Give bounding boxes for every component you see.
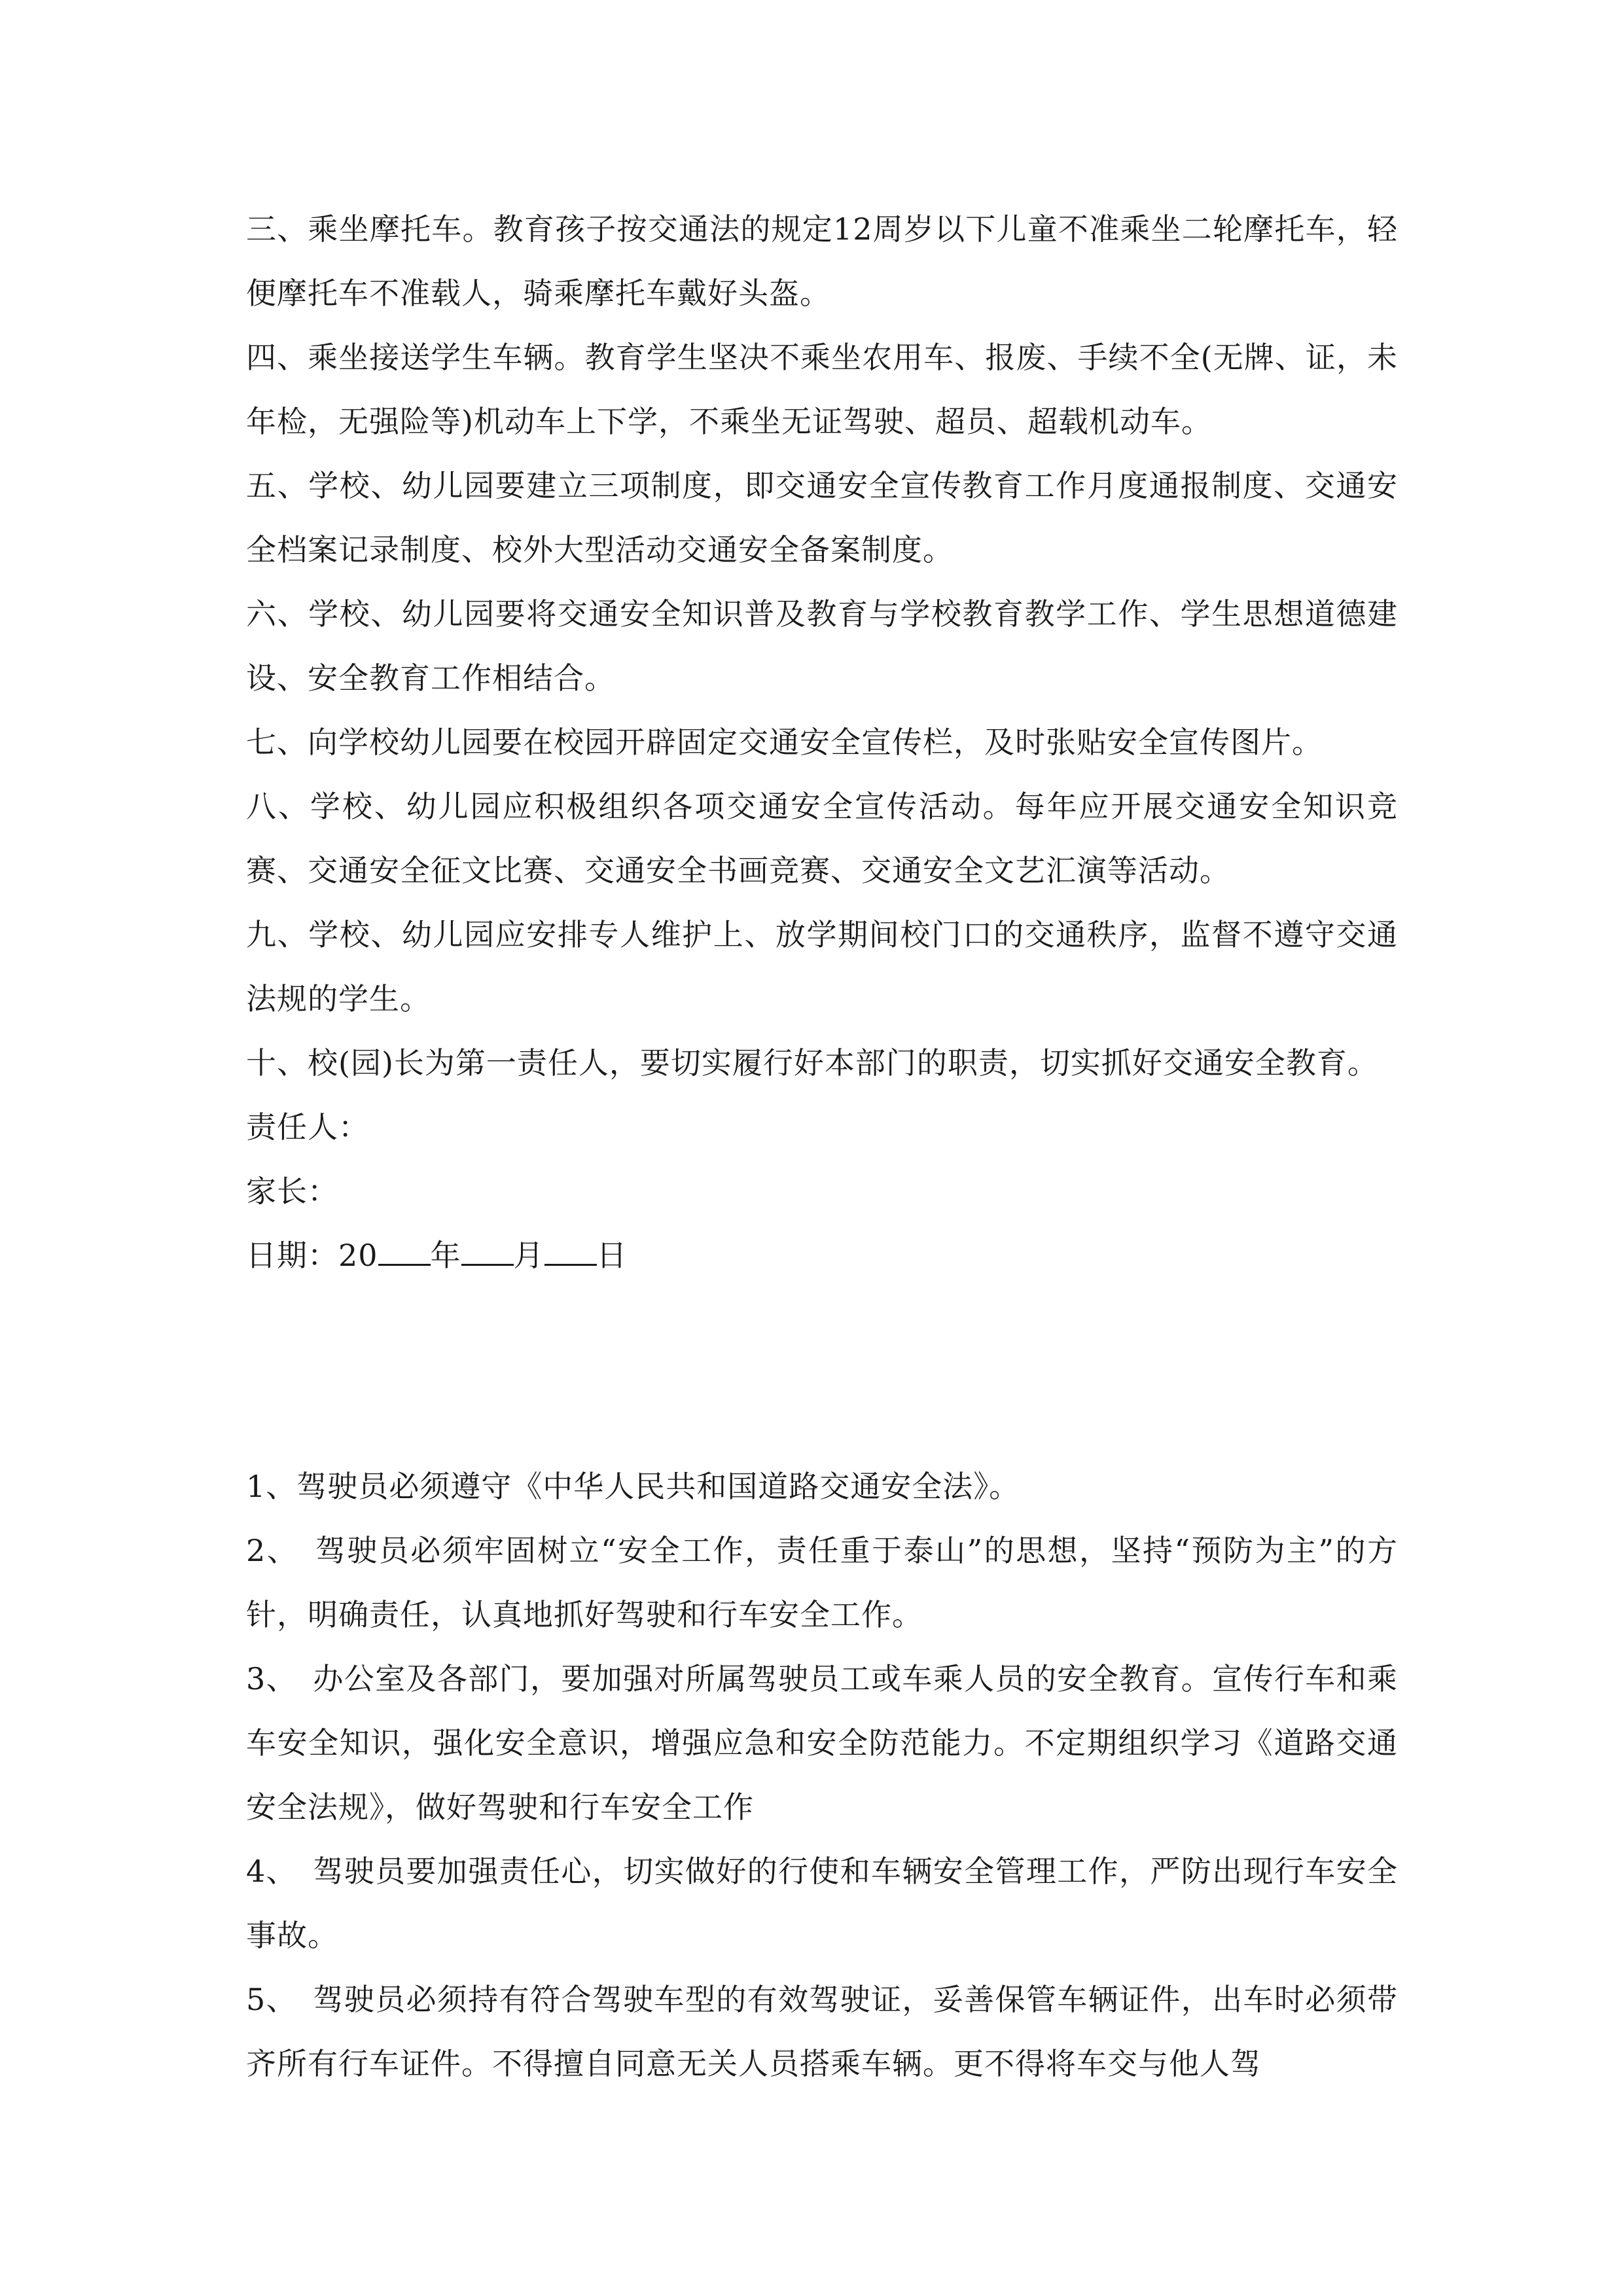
rule-item-4: 4、 驾驶员要加强责任心，切实做好的行使和车辆安全管理工作，严防出现行车安全事故。	[246, 1854, 1398, 1953]
responsible-person-line	[246, 1095, 1398, 1159]
date-label: 日期：	[246, 1238, 338, 1273]
rule-item-2: 2、 驾驶员必须牢固树立“安全工作，责任重于泰山”的思想，坚持“预防为主”的方针，明确责任，认真地抓好驾驶和行车安全工作。	[246, 1533, 1398, 1632]
parent-line	[246, 1159, 1398, 1223]
year-blank	[378, 1227, 431, 1266]
day-blank	[544, 1227, 597, 1266]
rule-item-3: 3、 办公室及各部门，要加强对所属驾驶员工或车乘人员的安全教育。宣传行车和乘车安全知识，强化安全意识，增强应急和安全防范能力。不定期组织学习《道路交通安全法规》，做好驾驶和行车安全工作	[246, 1661, 1398, 1825]
paragraph-item-3: 三、乘坐摩托车。教育孩子按交通法的规定12周岁以下儿童不准乘坐二轮摩托车，轻便摩托车不准载人，骑乘摩托车戴好头盔。	[246, 211, 1398, 311]
paragraph-item-9: 九、学校、幼儿园应安排专人维护上、放学期间校门口的交通秩序，监督不遵守交通法规的学生。	[246, 917, 1398, 1016]
month-blank	[461, 1227, 514, 1266]
rule-item-1: 1、驾驶员必须遵守《中华人民共和国道路交通安全法》。	[246, 1469, 1020, 1504]
date-year-prefix: 20	[338, 1238, 378, 1273]
traffic-safety-responsibility-section	[246, 197, 1398, 1287]
date-line	[246, 1223, 1398, 1287]
date-year-unit: 年	[430, 1238, 461, 1273]
responsible-person-label: 责任人：	[246, 1109, 369, 1145]
date-month-unit: 月	[513, 1238, 544, 1273]
paragraph-item-5: 五、学校、幼儿园要建立三项制度，即交通安全宣传教育工作月度通报制度、交通安全档案记录制度、校外大型活动交通安全备案制度。	[246, 468, 1398, 567]
paragraph-item-6: 六、学校、幼儿园要将交通安全知识普及教育与学校教育教学工作、学生思想道德建设、安全教育工作相结合。	[246, 596, 1398, 696]
parent-label: 家长：	[246, 1174, 338, 1209]
rule-item-5: 5、 驾驶员必须持有符合驾驶车型的有效驾驶证，妥善保管车辆证件，出车时必须带齐所有行车证件。不得擅自同意无关人员搭乘车辆。更不得将车交与他人驾	[246, 1982, 1398, 2081]
paragraph-item-4: 四、乘坐接送学生车辆。教育学生坚决不乘坐农用车、报废、手续不全(无牌、证，未年检，无强险等)机动车上下学，不乘坐无证驾驶、超员、超载机动车。	[246, 340, 1398, 439]
paragraph-item-7: 七、向学校幼儿园要在校园开辟固定交通安全宣传栏，及时张贴安全宣传图片。	[246, 725, 1323, 760]
paragraph-item-10: 十、校(园)长为第一责任人，要切实履行好本部门的职责，切实抓好交通安全教育。	[246, 1045, 1378, 1081]
driver-safety-rules-section	[246, 1454, 1398, 2096]
paragraph-item-8: 八、学校、幼儿园应积极组织各项交通安全宣传活动。每年应开展交通安全知识竞赛、交通安全征文比赛、交通安全书画竞赛、交通安全文艺汇演等活动。	[246, 789, 1398, 888]
date-day-unit: 日	[596, 1238, 628, 1273]
